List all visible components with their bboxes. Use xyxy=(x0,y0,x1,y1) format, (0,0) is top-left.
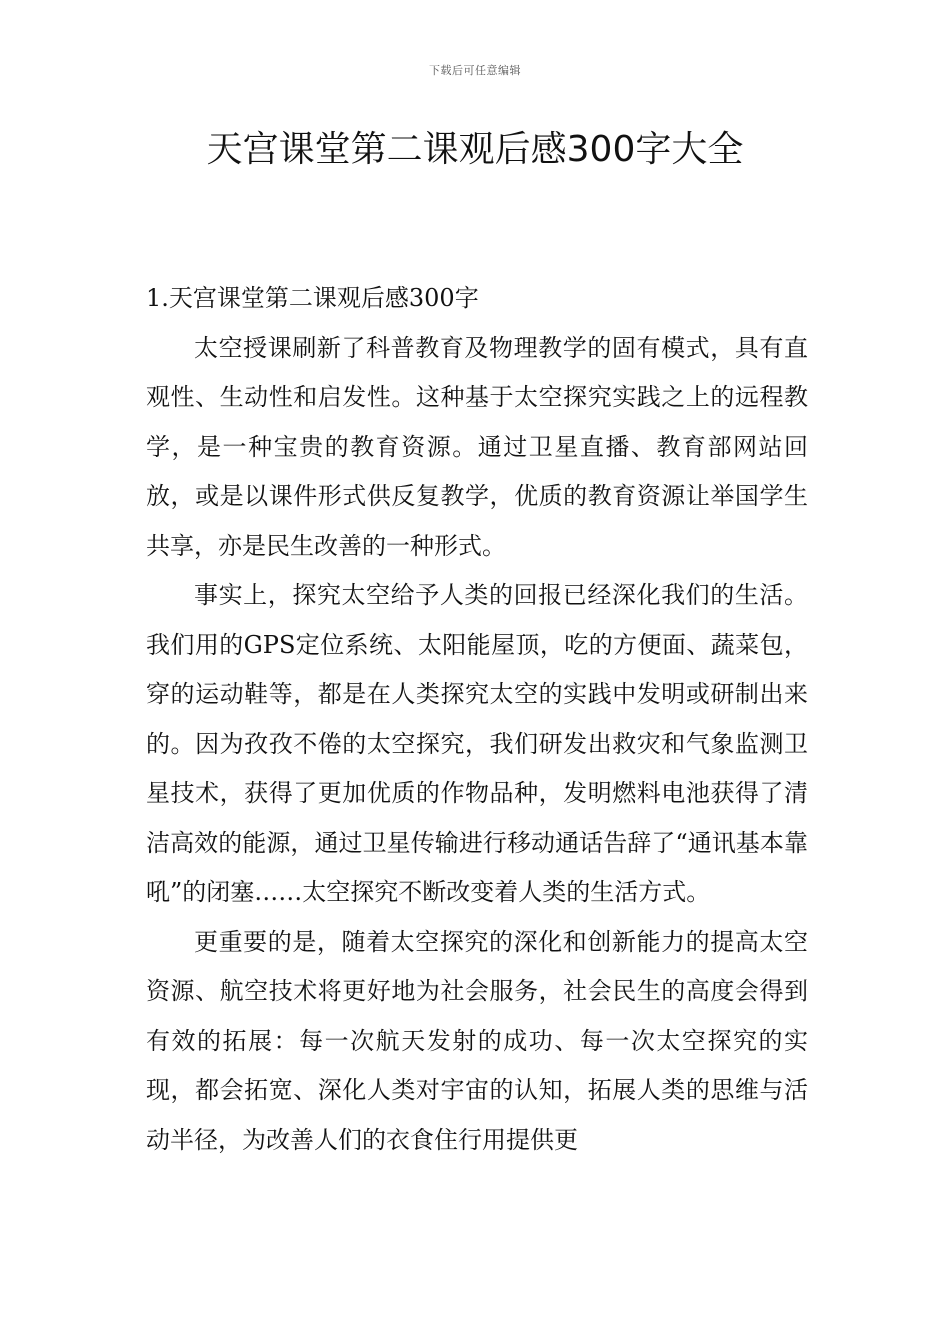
document-title: 天宫课堂第二课观后感300字大全 xyxy=(206,129,744,170)
paragraph-3: 更重要的是，随着太空探究的深化和创新能力的提高太空资源、航空技术将更好地为社会服务，社会民生的高度会得到有效的拓展：每一次航天发射的成功、每一次太空探究的实现，都会拓宽、深化人类对宇宙的认知，拓展人类的思维与活动半径，为改善人们的衣食住行用提供更 xyxy=(146,927,808,1154)
document-body xyxy=(146,274,808,1165)
paragraph-2: 事实上，探究太空给予人类的回报已经深化我们的生活。我们用的GPS定位系统、太阳能屋顶，吃的方便面、蔬菜包，穿的运动鞋等，都是在人类探究太空的实践中发明或研制出来的。因为孜孜不倦的太空探究，我们研发出救灾和气象监测卫星技术，获得了更加优质的作物品种，发明燃料电池获得了清洁高效的能源，通过卫星传输进行移动通话告辞了“通讯基本靠吼”的闭塞……太空探究不断改变着人类的生活方式。 xyxy=(146,581,808,906)
section-heading: 1.天宫课堂第二课观后感300字 xyxy=(146,284,479,312)
paragraph-1: 太空授课刷新了科普教育及物理教学的固有模式，具有直观性、生动性和启发性。这种基于太空探究实践之上的远程教学，是一种宝贵的教育资源。通过卫星直播、教育部网站回放，或是以课件形式供反复教学，优质的教育资源让举国学生共享，亦是民生改善的一种形式。 xyxy=(146,333,808,560)
header-note: 下载后可任意编辑 xyxy=(429,64,521,77)
